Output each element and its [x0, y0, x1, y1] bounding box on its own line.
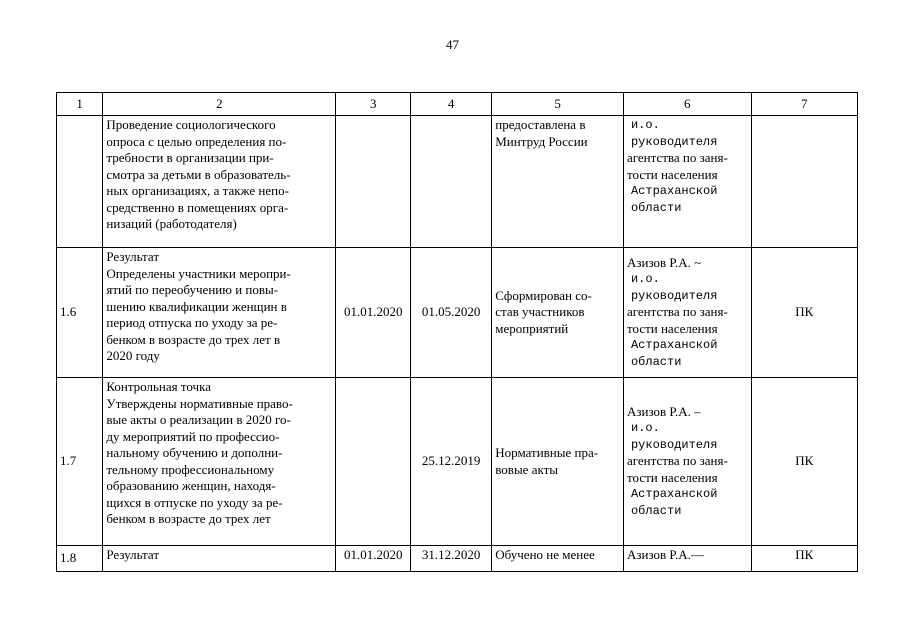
responsible-line: тости населения: [626, 166, 718, 182]
responsible-person: [623, 248, 751, 378]
plan-body: [57, 116, 858, 572]
activity-line: средственно в помещениях орга-: [106, 199, 289, 215]
responsible-line: области: [630, 200, 682, 215]
end-date: 01.05.2020: [411, 248, 492, 378]
activity-line: требности в организации при-: [106, 150, 274, 165]
table-row: [57, 248, 858, 378]
activity-line: Определены участники меропри-: [106, 265, 291, 281]
responsible-line: Астраханской: [630, 487, 718, 502]
responsible-line: Астраханской: [630, 338, 718, 353]
start-date: 01.01.2020: [336, 546, 411, 572]
table-row: [57, 378, 858, 546]
responsible-line: агентства по заня-: [626, 150, 728, 165]
header-cell: 4: [411, 93, 492, 116]
activity-line: тельному профессиональному: [106, 461, 275, 477]
row-number: 1.6: [57, 248, 103, 378]
responsible-line: области: [630, 503, 682, 518]
responsible-line: Астраханской: [630, 184, 718, 198]
responsible-line: и.о. руководителя: [630, 421, 718, 452]
result-line: став участников: [495, 304, 585, 320]
responsible-line: Азизов Р.А. ~: [626, 254, 702, 270]
page-number: 47: [446, 37, 459, 52]
result-line: Минтруд России: [495, 133, 588, 149]
end-date: 25.12.2019: [411, 378, 492, 546]
responsible-line: и.о. руководителя: [630, 118, 718, 149]
plan-table: [56, 92, 858, 572]
responsible-person: [623, 116, 751, 248]
activity-line: Результат: [106, 547, 160, 562]
activity-line: Утверждены нормативные право-: [106, 395, 293, 411]
activity-line: ных организациях, а также непо-: [106, 183, 289, 198]
header-cell: 2: [103, 93, 336, 116]
row-number: 1.7: [57, 378, 103, 546]
activity-line: шению квалификации женщин в: [106, 298, 287, 314]
responsible-line: агентства по заня-: [626, 304, 728, 320]
responsible-line: тости населения: [626, 320, 718, 336]
result-line: предоставлена в: [495, 117, 586, 132]
activity-line: бенком в возрасте до трех лет в: [106, 331, 281, 347]
responsible-line: и.о. руководителя: [630, 272, 718, 303]
activity-line: низаций (работодателя): [106, 216, 237, 231]
control-type: ПК: [751, 378, 858, 546]
responsible-line: агентства по заня-: [626, 453, 728, 469]
row-number: [57, 116, 103, 248]
activity-line: смотра за детьми в образователь-: [106, 166, 291, 182]
activity-line: Проведение социологического: [106, 117, 276, 132]
header-cell: 6: [623, 93, 751, 116]
result-line: вовые акты: [495, 461, 559, 477]
result-line: Обучено не менее: [495, 547, 595, 562]
activity-line: период отпуска по уходу за ре-: [106, 315, 278, 330]
row-number: 1.8: [57, 546, 103, 572]
result-description: [492, 116, 624, 248]
header-cell: 5: [492, 93, 624, 116]
result-description: [492, 546, 624, 572]
responsible-line: Азизов Р.А. –: [626, 403, 701, 419]
activity-line: 2020 году: [106, 348, 160, 363]
activity-line: образованию женщин, находя-: [106, 478, 276, 493]
activity-line: нальному обучению и дополни-: [106, 445, 283, 460]
activity-description: [103, 546, 336, 572]
responsible-line: Азизов Р.А.—: [626, 547, 704, 562]
header-cell: 1: [57, 93, 103, 116]
header-cell: 7: [751, 93, 858, 116]
result-line: Нормативные пра-: [495, 445, 599, 460]
activity-description: [103, 116, 336, 248]
activity-line: Результат: [106, 249, 160, 264]
start-date: [336, 378, 411, 546]
activity-line: вые акты о реализации в 2020 го-: [106, 412, 291, 427]
end-date: 31.12.2020: [411, 546, 492, 572]
start-date: 01.01.2020: [336, 248, 411, 378]
responsible-line: области: [630, 354, 682, 369]
activity-line: щихся в отпуске по уходу за ре-: [106, 494, 283, 510]
end-date: [411, 116, 492, 248]
activity-line: ду мероприятий по профессио-: [106, 428, 280, 444]
responsible-person: [623, 378, 751, 546]
activity-line: ятий по переобучению и повы-: [106, 282, 279, 297]
activity-description: [103, 378, 336, 546]
result-line: мероприятий: [495, 320, 569, 336]
activity-line: Контрольная точка: [106, 379, 211, 394]
control-type: ПК: [751, 546, 858, 572]
activity-description: [103, 248, 336, 378]
header-cell: 3: [336, 93, 411, 116]
start-date: [336, 116, 411, 248]
responsible-line: тости населения: [626, 469, 718, 485]
result-description: [492, 248, 624, 378]
table-row: [57, 116, 858, 248]
result-line: Сформирован со-: [495, 287, 592, 303]
control-type: ПК: [751, 248, 858, 378]
result-description: [492, 378, 624, 546]
control-type: [751, 116, 858, 248]
responsible-person: [623, 546, 751, 572]
header-row: [57, 93, 858, 116]
activity-line: опроса с целью определения по-: [106, 133, 287, 149]
table-row: [57, 546, 858, 572]
activity-line: бенком в возрасте до трех лет: [106, 511, 271, 526]
